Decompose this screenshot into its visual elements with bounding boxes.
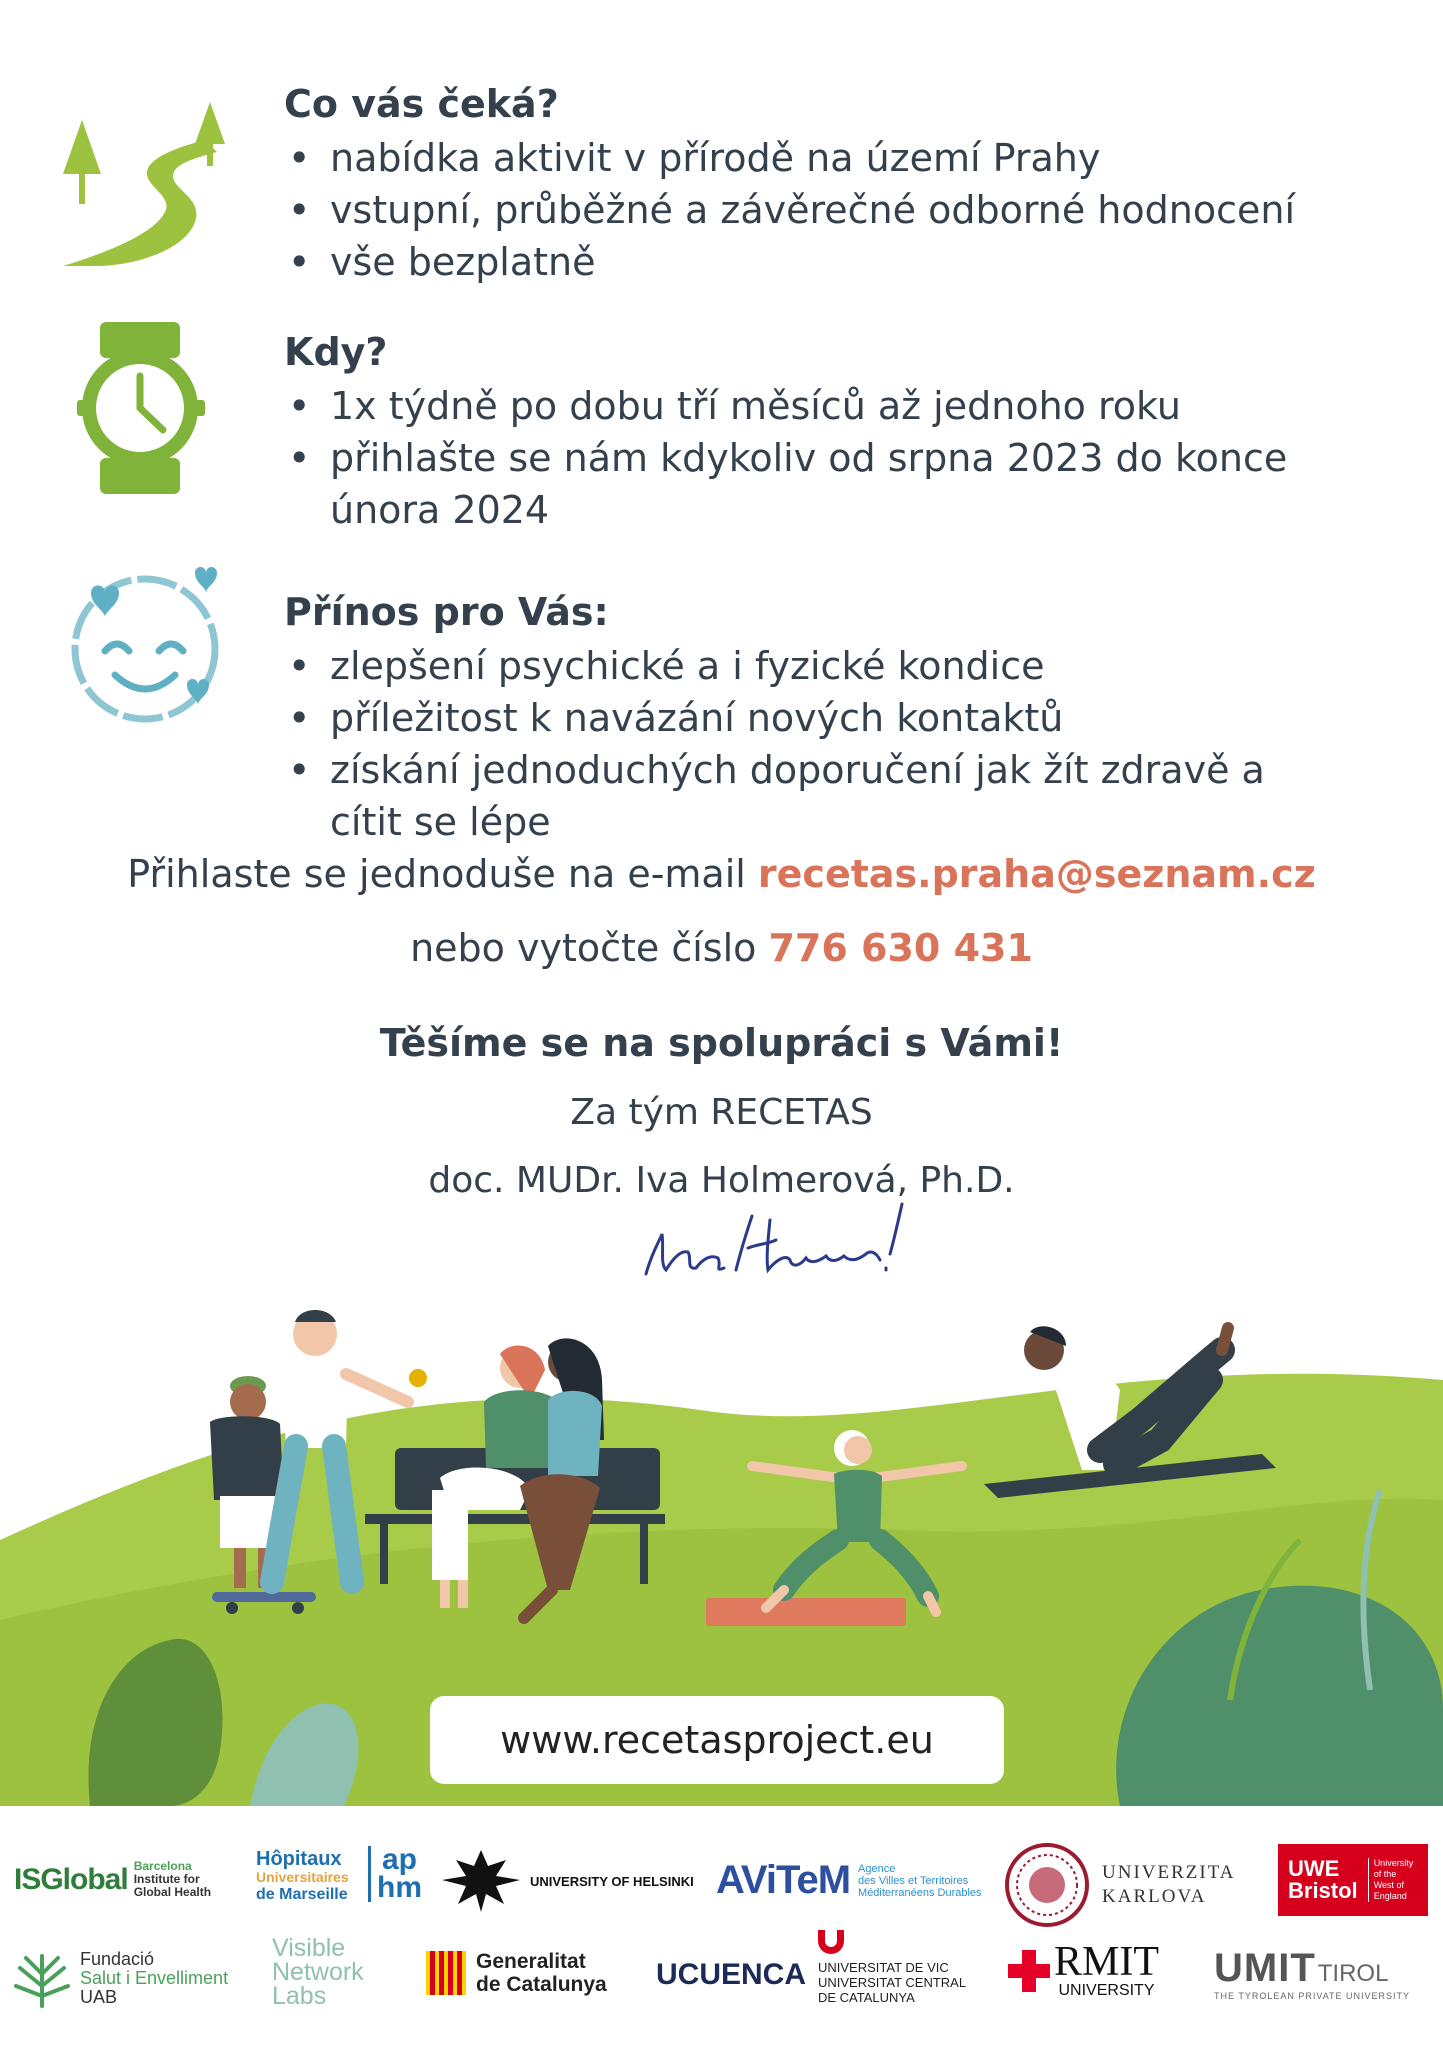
uwe-bristol-logo: UWE Bristol University of the West of England bbox=[1278, 1844, 1428, 1916]
vic-u-icon bbox=[818, 1930, 844, 1954]
visible-network-labs-logo: Visible Network Labs bbox=[272, 1934, 364, 2010]
tree-icon bbox=[10, 1946, 74, 2010]
team-line: Za tým RECETAS bbox=[570, 1092, 873, 1133]
watch-icon bbox=[55, 318, 235, 498]
section-heading: Přínos pro Vás: bbox=[284, 590, 609, 634]
phone-prefix: nebo vytočte číslo bbox=[410, 926, 769, 970]
section-heading: Kdy? bbox=[284, 330, 388, 374]
phone-line bbox=[0, 922, 1443, 974]
rmit-university-logo: RMIT UNIVERSITY bbox=[1008, 1942, 1159, 2000]
greeting: Těšíme se na spolupráci s Vámi! bbox=[379, 1021, 1064, 1065]
section-heading: Co vás čeká? bbox=[284, 82, 559, 126]
website-link[interactable]: www.recetasproject.eu bbox=[430, 1696, 1004, 1784]
smiley-hearts-icon bbox=[55, 555, 235, 735]
list-item: • získání jednoduchých doporučení jak žít zdravě a cítit se lépe bbox=[284, 744, 1290, 848]
universitat-vic-logo: UNIVERSITAT DE VIC UNIVERSITAT CENTRAL DE CATALUNYA bbox=[818, 1930, 966, 2005]
univerzita-karlova-logo: UNIVERZITA KARLOVA bbox=[1004, 1842, 1236, 1928]
partner-logos bbox=[0, 1806, 1443, 2048]
isglobal-logo: ISGlobal Barcelona Institute for Global Health bbox=[14, 1859, 212, 1899]
generalitat-catalunya-logo: Generalitat de Catalunya bbox=[426, 1950, 607, 1996]
list-item: • 1x týdně po dobu tří měsíců až jednoho roku bbox=[284, 380, 1384, 432]
rmit-pixel-icon bbox=[1008, 1950, 1050, 1992]
email-link[interactable]: recetas.praha@seznam.cz bbox=[757, 852, 1316, 896]
catalan-flag-icon bbox=[426, 1951, 466, 1995]
fundacio-salut-logo: Fundació Salut i Envelliment UAB bbox=[10, 1946, 228, 2010]
section-when bbox=[284, 326, 1384, 536]
avitem-logo: AViTeM Agence des Villes et Territoires Méditerranéens Durables bbox=[716, 1858, 982, 1902]
list-item: • vstupní, průběžné a závěrečné odborné hodnocení bbox=[284, 184, 1384, 236]
section-benefits bbox=[284, 586, 1384, 848]
umit-tirol-logo: UMIT TIROL THE TYROLEAN PRIVATE UNIVERSITY bbox=[1214, 1946, 1411, 2001]
phone-link[interactable]: 776 630 431 bbox=[768, 926, 1033, 970]
list-item: • vše bezplatně bbox=[284, 236, 1384, 288]
list-item: • nabídka aktivit v přírodě na území Prahy bbox=[284, 132, 1384, 184]
helsinki-emblem-icon bbox=[436, 1846, 526, 1916]
list-item: • příležitost k navázání nových kontaktů bbox=[284, 692, 1384, 744]
aphm-logo: ap hm bbox=[368, 1846, 422, 1902]
hopitaux-marseille-logo: Hôpitaux Universitaires de Marseille bbox=[256, 1848, 349, 1903]
email-prefix: Přihlaste se jednoduše na e-mail bbox=[127, 852, 758, 896]
path-trees-icon bbox=[55, 100, 235, 280]
list-item: • přihlašte se nám kdykoliv od srpna 2023 do konce února 2024 bbox=[284, 432, 1380, 536]
signatory: doc. MUDr. Iva Holmerová, Ph.D. bbox=[428, 1160, 1015, 1201]
ucuenca-logo: UCUENCA bbox=[656, 1958, 806, 1991]
karlova-seal-icon bbox=[1004, 1842, 1090, 1928]
email-line bbox=[0, 848, 1443, 900]
list-item: • zlepšení psychické a i fyzické kondice bbox=[284, 640, 1384, 692]
university-helsinki-logo: UNIVERSITY OF HELSINKI bbox=[436, 1846, 694, 1916]
signature bbox=[640, 1200, 930, 1290]
section-what-awaits bbox=[284, 78, 1384, 288]
